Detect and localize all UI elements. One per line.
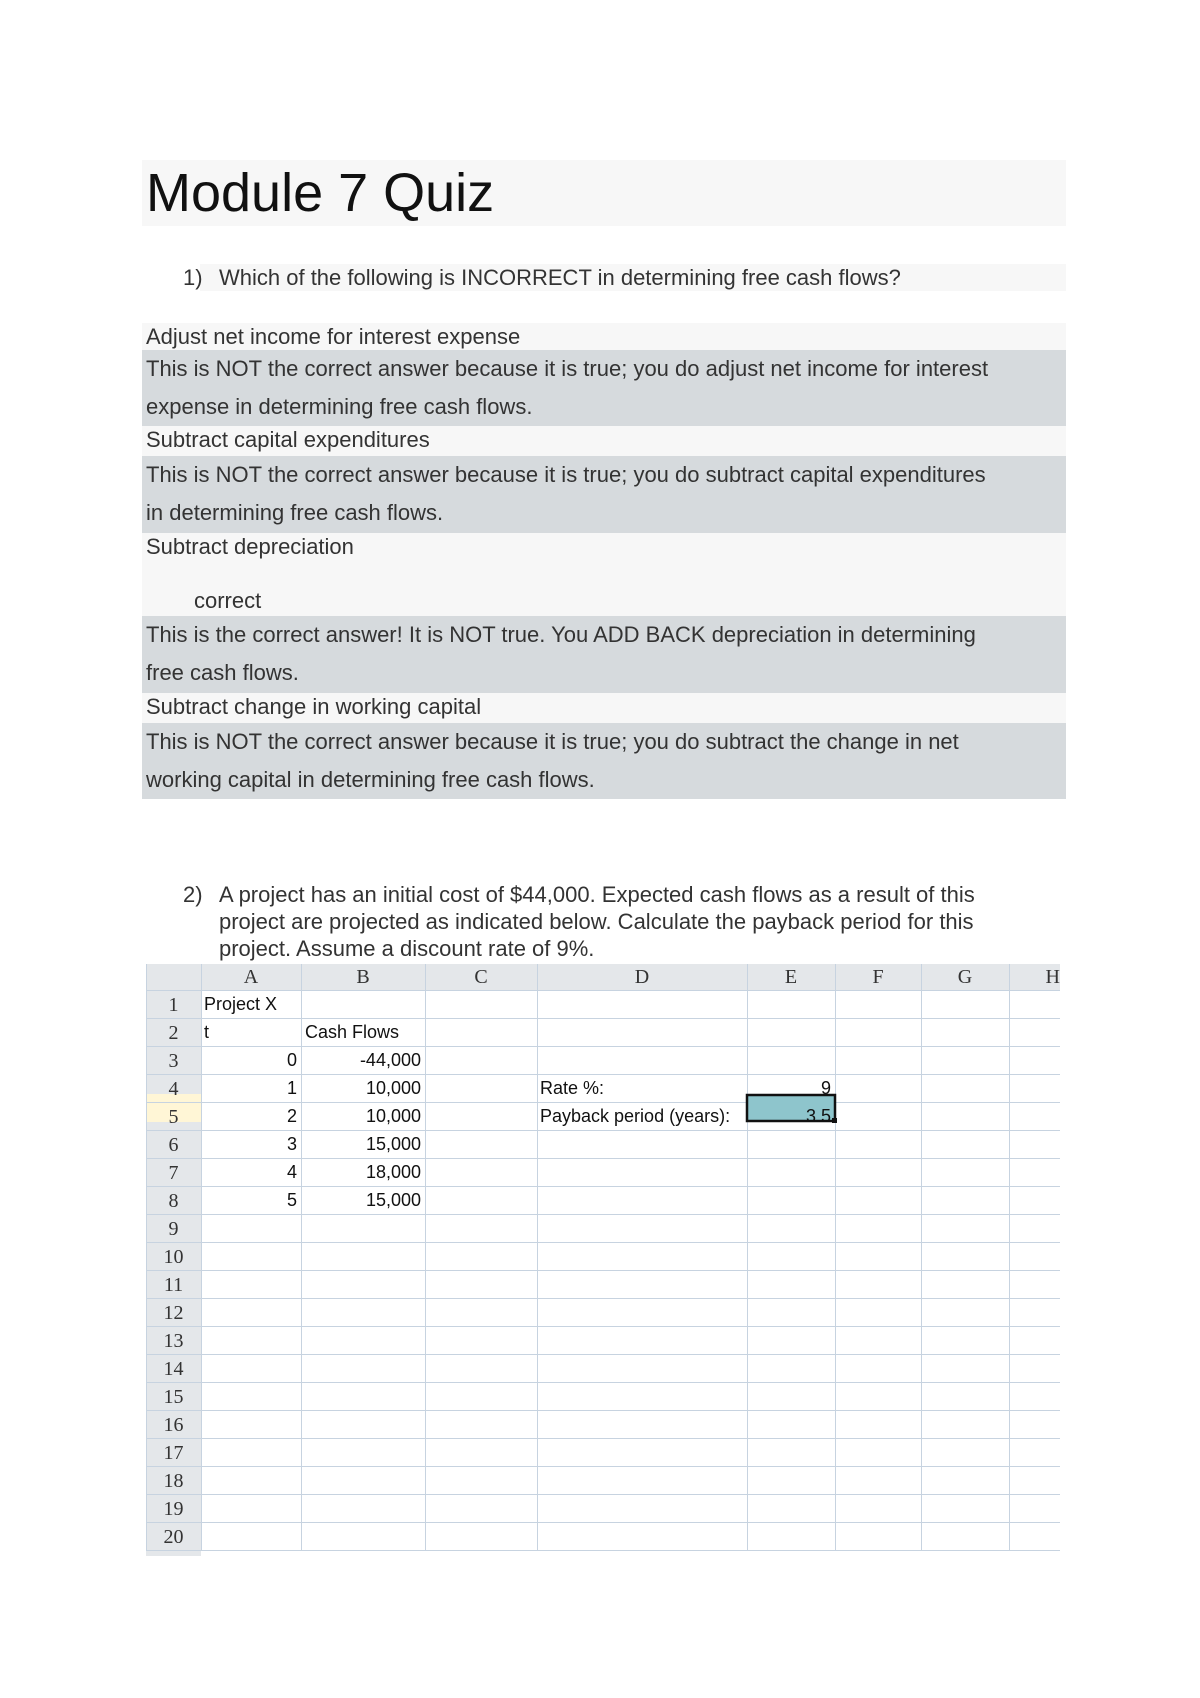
question-2-line-1: A project has an initial cost of $44,000. Expected cash flows as a result of this: [219, 882, 975, 907]
row-header-8[interactable]: 8: [168, 1190, 179, 1212]
cell-a2[interactable]: t: [204, 1022, 210, 1042]
row-header-3[interactable]: 3: [168, 1050, 179, 1072]
answer-option-4-text: Subtract change in working capital: [146, 694, 482, 719]
answer-option-1-text: Adjust net income for interest expense: [146, 324, 521, 349]
row-header-7[interactable]: 7: [168, 1162, 179, 1184]
feedback-3-line-2: free cash flows.: [146, 660, 299, 685]
row-header-10[interactable]: 10: [163, 1246, 184, 1268]
col-header-f[interactable]: F: [872, 966, 884, 988]
cell-a8[interactable]: 5: [286, 1190, 297, 1210]
row-header-5[interactable]: 5: [168, 1106, 179, 1128]
feedback-4: [142, 723, 1066, 799]
cell-b2[interactable]: Cash Flows: [305, 1022, 400, 1042]
page-title: Module 7 Quiz: [146, 163, 495, 223]
row-header-19[interactable]: 19: [163, 1498, 184, 1520]
cell-a3[interactable]: 0: [286, 1050, 297, 1070]
question-2-number: 2): [183, 882, 203, 907]
answer-option-4[interactable]: [142, 693, 1066, 723]
cell-a5[interactable]: 2: [286, 1106, 297, 1126]
question-1-text: Which of the following is INCORRECT in determining free cash flows?: [219, 265, 901, 290]
cell-a7[interactable]: 4: [286, 1162, 297, 1182]
row-header-1[interactable]: 1: [168, 994, 179, 1016]
question-2-line-2: project are projected as indicated below. Calculate the payback period for this: [219, 909, 974, 934]
answer-option-3[interactable]: [142, 533, 1066, 616]
row-header-4[interactable]: 4: [168, 1078, 179, 1100]
row-header-11[interactable]: 11: [163, 1274, 184, 1296]
row-header-6[interactable]: 6: [168, 1134, 179, 1156]
question-2-line-3: project. Assume a discount rate of 9%.: [219, 936, 595, 961]
spreadsheet: [146, 964, 1060, 1556]
row-header-2[interactable]: 2: [168, 1022, 179, 1044]
col-header-a[interactable]: A: [243, 966, 259, 988]
cell-d5[interactable]: Payback period (years):: [540, 1106, 731, 1126]
answer-option-2[interactable]: [142, 426, 1066, 456]
feedback-1-line-2: expense in determining free cash flows.: [146, 394, 533, 419]
cell-e5[interactable]: 3.5: [805, 1106, 831, 1126]
row-header-13[interactable]: 13: [163, 1330, 184, 1352]
row-header-9[interactable]: 9: [168, 1218, 179, 1240]
answer-option-2-text: Subtract capital expenditures: [146, 427, 430, 452]
feedback-4-line-2: working capital in determining free cash flows.: [146, 767, 595, 792]
feedback-1-line-1: This is NOT the correct answer because it is true; you do adjust net income for interest: [146, 356, 989, 381]
row-header-12[interactable]: 12: [163, 1302, 184, 1324]
feedback-1: [142, 350, 1066, 426]
correct-marker: correct: [194, 588, 262, 613]
cell-b3[interactable]: -44,000: [359, 1050, 421, 1070]
cell-a4[interactable]: 1: [286, 1078, 297, 1098]
col-header-d[interactable]: D: [634, 966, 650, 988]
cell-b6[interactable]: 15,000: [365, 1134, 421, 1154]
answer-option-1[interactable]: [142, 323, 1066, 350]
row-header-20[interactable]: 20: [163, 1526, 184, 1548]
col-header-h[interactable]: H: [1045, 966, 1060, 988]
cell-b8[interactable]: 15,000: [365, 1190, 421, 1210]
feedback-3: [142, 616, 1066, 693]
row-header-15[interactable]: 15: [163, 1386, 184, 1408]
feedback-2-line-2: in determining free cash flows.: [146, 500, 444, 525]
feedback-3-line-1: This is the correct answer! It is NOT true. You ADD BACK depreciation in determining: [146, 622, 976, 647]
row-header-17[interactable]: 17: [163, 1442, 184, 1464]
cell-b7[interactable]: 18,000: [365, 1162, 421, 1182]
feedback-4-line-1: This is NOT the correct answer because it is true; you do subtract the change in net: [146, 729, 959, 754]
question-2-text: [219, 881, 1059, 962]
question-1-number: 1): [183, 265, 203, 290]
answer-option-3-text: Subtract depreciation: [146, 534, 354, 559]
row-header-18[interactable]: 18: [163, 1470, 184, 1492]
feedback-2: [142, 456, 1066, 533]
cell-b4[interactable]: 10,000: [365, 1078, 421, 1098]
cell-d4[interactable]: Rate %:: [540, 1078, 605, 1098]
col-header-e[interactable]: E: [784, 966, 798, 988]
cell-a1[interactable]: Project X: [204, 994, 278, 1014]
feedback-2-line-1: This is NOT the correct answer because it is true; you do subtract capital expenditures: [146, 462, 986, 487]
row-header-16[interactable]: 16: [163, 1414, 184, 1436]
col-header-g[interactable]: G: [957, 966, 973, 988]
col-header-c[interactable]: C: [474, 966, 488, 988]
cell-b5[interactable]: 10,000: [365, 1106, 421, 1126]
row-header-14[interactable]: 14: [163, 1358, 184, 1380]
cell-a6[interactable]: 3: [286, 1134, 297, 1154]
col-header-b[interactable]: B: [356, 966, 370, 988]
cell-e4[interactable]: 9: [820, 1078, 831, 1098]
